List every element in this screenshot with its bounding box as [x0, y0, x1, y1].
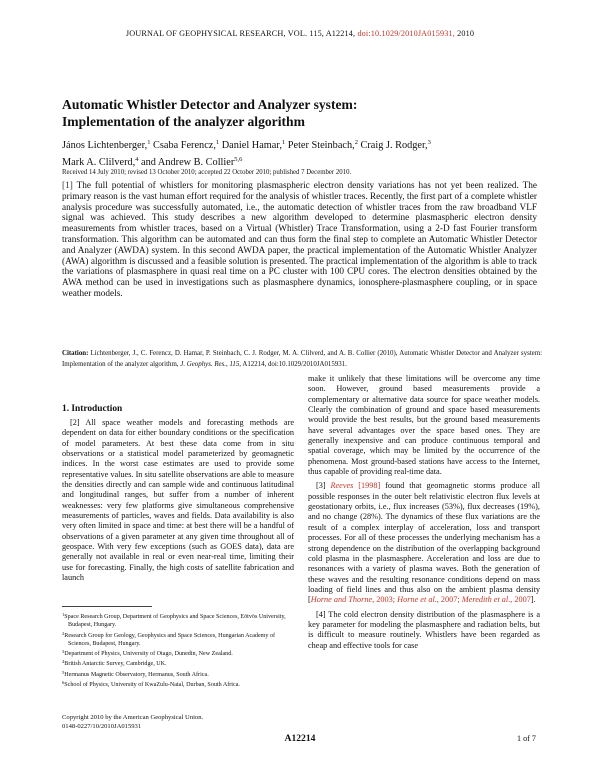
footnote — [62, 648, 294, 658]
footnote-text: British Antarctic Survey, Cambridge, UK. — [64, 661, 167, 668]
affiliation-mark: 3 — [427, 139, 431, 146]
author-list — [62, 136, 542, 169]
citation-text: Lichtenberger, J., C. Ferencz, D. Hamar, P. Steinbach, C. J. Rodger, M. A. Clilverd, and A. B. Collier (2010), Automatic Whistler Detector and Analyzer system: Implementation of the analyzer algorithm, — [62, 350, 542, 368]
copyright-notice — [62, 714, 294, 731]
article-id: A12214 — [284, 733, 316, 744]
reference-link[interactable]: Reeves — [330, 481, 354, 491]
footnote-number: 6 — [62, 680, 65, 686]
author-line-1 — [62, 136, 542, 153]
author-name: Mark A. Clilverd, — [62, 156, 136, 168]
doi-link[interactable]: doi:10.1029/2010JA015931, — [357, 29, 455, 38]
paragraph-3 — [308, 481, 540, 605]
citation-label: Citation: — [62, 350, 89, 357]
reference-link[interactable]: Horne et al. — [395, 595, 437, 605]
title-line-2: Implementation of the analyzer algorithm — [62, 113, 305, 129]
citation-journal: J. Geophys. Res., 115, — [180, 360, 241, 368]
journal-year: 2010 — [457, 29, 475, 38]
footnote — [62, 679, 294, 689]
paragraph-number: [1] — [62, 181, 73, 191]
author-name: Daniel Hamar, — [219, 140, 282, 151]
paragraph-4 — [308, 610, 540, 651]
reference-year[interactable]: , 2007 — [510, 595, 531, 605]
affiliation-footnotes — [62, 611, 294, 689]
paragraph-text: All space weather models and forecasting methods are dependent on data for either boundary conditions or the specification of model parameters. At best these data come from in situ observations or a statistical model parameterized by geomagnetic indices. In the worst case estimates are used to provide some representative values. In situ satellite observations are able to measure the densities directly and can sample wide and continuous latitudinal and longitudinal ranges, but suffer from a number of inherent weaknesses: very few platforms give simultaneous comprehensive measurements of particles, waves and fields. Data availability is also very often limited in space and time: at best there will be a handful of observations of a given parameter at any given time throughout all of geospace. With very few exceptions (such as GOES data), data are generally not available in real or even near-real time, limiting their use for forecasting. Finally, the high costs of satellite fabrication and launch — [62, 418, 294, 583]
paper-title — [62, 97, 542, 130]
paragraph-number: [2] — [70, 418, 80, 427]
abstract-text: The full potential of whistlers for monitoring plasmaspheric electron density variations has not yet been realized. The primary reason is the vast human effort required for the analysis of whistler traces. Recently, the first part of a complete whistler analysis procedure was successfully automated, i.e., the automatic detection of whistler traces from the raw broadband VLF signal was achieved. This study describes a new algorithm developed to determine plasmaspheric electron density measurements from whistler traces, based on a Virtual (Whistler) Trace Transformation, using a 2-D fast Fourier transform transformation. This algorithm can be automated and can thus form the final step to complete an Automatic Whistler Detector and Analyzer (AWDA) system. In this second AWDA paper, the practical implementation of the Automatic Whistler Analyzer (AWA) algorithm is discussed and a feasible solution is presented. The practical implementation of the algorithm is able to track the variations of plasmasphere in quasi real time on a PC cluster with 100 CPU cores. The electron densities obtained by the AWA method can be used in investigations such as plasmasphere dynamics, ionosphere-plasmasphere coupling, or in space weather models. — [62, 181, 537, 299]
reference-link[interactable]: Meredith et al. — [459, 595, 511, 605]
author-name: Csaba Ferencz, — [150, 140, 216, 151]
section-heading: 1. Introduction — [62, 404, 123, 414]
paragraph-text: The cold electron density distribution of the plasmasphere is a key parameter for modeling the plasmasphere and radiation belts, but is difficult to measure routinely. Whistlers have been regarded as cheap and effective tools for case — [308, 609, 540, 650]
author-name: János Lichtenberger, — [62, 140, 148, 151]
publication-dates: Received 14 July 2010; revised 13 October 2010; accepted 22 October 2010; published 7 December 2010. — [62, 169, 352, 176]
footnote-divider — [62, 606, 152, 607]
affiliation-mark: 4 — [135, 155, 139, 163]
footnote-number: 3 — [62, 649, 65, 655]
left-column — [62, 418, 294, 584]
footnote — [62, 658, 294, 668]
author-name: and Andrew B. Collier — [138, 156, 235, 168]
paragraph-text: ]. — [530, 595, 536, 605]
right-column — [308, 374, 540, 651]
reference-year[interactable]: , 2003; — [372, 595, 396, 605]
footnote-text: School of Physics, University of KwaZulu-Natal, Durban, South Africa. — [64, 682, 240, 689]
journal-name: JOURNAL OF GEOPHYSICAL RESEARCH, VOL. 115, A12214, — [125, 29, 356, 38]
copyright-line: Copyright 2010 by the American Geophysical Union. — [62, 714, 204, 721]
reference-year[interactable]: , 2007; — [436, 595, 460, 605]
footnote-text: Hermanus Magnetic Observatory, Hermanus, South Africa. — [64, 671, 209, 678]
affiliation-mark: 2 — [354, 139, 358, 146]
paragraph-number: [3] — [316, 481, 326, 491]
abstract — [62, 181, 537, 300]
issn-line: 0148-0227/10/2010JA015931 — [62, 722, 142, 730]
footnote-text: Space Research Group, Department of Geophysics and Space Sciences, Eötvös University, Budapest, Hungary. — [64, 614, 286, 629]
author-name: Craig J. Rodger, — [357, 140, 428, 151]
footnote — [62, 669, 294, 679]
citation-doi: A12214, doi:10.1029/2010JA015931. — [242, 360, 347, 368]
affiliation-mark: 1 — [281, 139, 286, 146]
paragraph-number: [4] — [316, 609, 326, 619]
reference-year[interactable]: [1998] — [358, 481, 381, 491]
affiliation-mark: 1 — [215, 139, 220, 146]
footnote-number: 1 — [62, 612, 65, 617]
affiliation-mark: 5,6 — [234, 155, 243, 163]
footnote — [62, 611, 294, 630]
author-line-2 — [62, 153, 542, 170]
footnote — [62, 630, 294, 649]
journal-header — [0, 29, 600, 38]
page-number: 1 of 7 — [517, 734, 536, 743]
footnote-text: Department of Physics, University of Otago, Dunedin, New Zealand. — [64, 651, 233, 658]
citation-block — [62, 349, 542, 370]
footnote-number: 5 — [62, 669, 65, 675]
footnote-text: Research Group for Geology, Geophysics and Space Sciences, Hungarian Academy of Sciences, Budapest, Hungary. — [64, 632, 276, 647]
author-name: Peter Steinbach, — [285, 140, 355, 151]
title-line-1: Automatic Whistler Detector and Analyzer system: — [62, 97, 358, 112]
footnote-number: 4 — [62, 659, 65, 665]
paragraph-text: found that geomagnetic storms produce all possible responses in the outer belt relativistic electron flux levels at geostationary orbits, i.e., flux increases (53%), flux decreases (19%), and no change (28%). The dynamics of these flux variations are the result of a complex interplay of acceleration, loss and transport processes. For all of these processes the underlying mechanism has a strong dependence on the distribution of the overlapping background cold plasma in the plasmasphere. Acceleration and loss are due to resonances with a variety of plasma waves. Both the generation of these waves and the resulting resonance conditions depend on mass loading of field lines and thus also on the ambient plasma density [ — [308, 481, 540, 605]
paragraph-2-continued: make it unlikely that these limitations will be overcome any time soon. However, ground based measurements provide a complementary or alternative data source for space weather models. Clearly the combination of ground and space based measurements would provide the best results, but the ground based measurements have several advantages over the space based ones. They are generally inexpensive and can produce continuous temporal and spatial coverage, which may be limited by the occurrence of the phenomena. Most ground-based stations have access to the Internet, thus capable of providing real-time data. — [308, 374, 540, 477]
reference-link[interactable]: Horne and Thorne — [310, 595, 373, 605]
affiliation-mark: 1 — [147, 139, 151, 146]
paragraph-2 — [62, 418, 294, 584]
footnote-number: 2 — [62, 630, 65, 636]
